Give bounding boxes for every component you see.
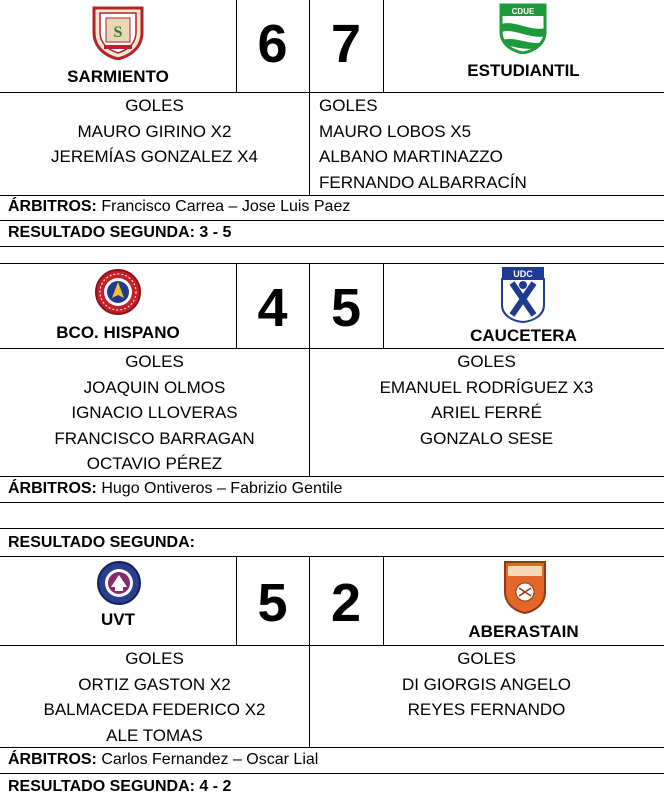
second-division-result: RESULTADO SEGUNDA: 3 - 5	[8, 224, 232, 241]
caucetera-crest-icon	[500, 265, 546, 323]
home-goals	[0, 93, 309, 170]
away-score: 5	[330, 278, 362, 338]
goals-label: GOLES	[457, 352, 516, 371]
referees-row	[0, 749, 664, 771]
away-goals	[309, 646, 664, 723]
scorer: ALE TOMAS	[106, 725, 203, 745]
away-team-name: ABERASTAIN	[468, 622, 579, 641]
scorer: MAURO GIRINO X2	[77, 121, 232, 141]
svg-text:S: S	[113, 24, 123, 41]
estudiantil-crest-text: CDUE	[511, 7, 535, 16]
away-score: 2	[330, 573, 362, 633]
goals-label: GOLES	[125, 352, 184, 371]
goals-label: GOLES	[125, 649, 184, 668]
home-goals	[0, 349, 309, 477]
referees-row	[0, 478, 664, 500]
goals-label: GOLES	[457, 649, 516, 668]
goals-label: GOLES	[125, 96, 184, 115]
scorer: ALBANO MARTINAZZO	[319, 147, 503, 166]
home-team-name: UVT	[101, 610, 135, 629]
home-score: 5	[257, 573, 288, 633]
referees-label: ÁRBITROS:	[8, 198, 97, 215]
aberastain-crest-icon	[503, 560, 547, 614]
home-score: 6	[257, 14, 288, 74]
scorer: FERNANDO ALBARRACÍN	[319, 172, 527, 192]
second-division-result: RESULTADO SEGUNDA:	[8, 534, 195, 551]
scorer: MAURO LOBOS X5	[319, 121, 472, 141]
uvt-crest-icon	[96, 560, 142, 606]
away-goals	[319, 93, 659, 195]
away-score: 7	[330, 14, 362, 74]
referees-label: ÁRBITROS:	[8, 751, 97, 768]
banco-hispano-crest-icon	[94, 268, 142, 316]
referees-names: Francisco Carrea – Jose Luis Paez	[101, 198, 351, 215]
scorer: JOAQUIN OLMOS	[83, 377, 226, 397]
goals-label: GOLES	[319, 96, 378, 115]
home-team-name: SARMIENTO	[67, 67, 169, 86]
estudiantil-crest-icon	[498, 2, 548, 54]
away-team-name: ESTUDIANTIL	[467, 61, 580, 80]
referees-names: Carlos Fernandez – Oscar Lial	[101, 751, 319, 768]
home-team-name: BCO. HISPANO	[56, 323, 180, 342]
scorer: JEREMÍAS GONZALEZ X4	[51, 147, 258, 166]
away-goals	[309, 349, 664, 451]
second-division-result: RESULTADO SEGUNDA: 4 - 2	[8, 778, 232, 795]
scorer: IGNACIO LLOVERAS	[71, 403, 238, 422]
home-score: 4	[257, 278, 288, 338]
away-team-name: CAUCETERA	[470, 326, 577, 345]
referees-row	[0, 196, 664, 218]
scorer: FRANCISCO BARRAGAN	[54, 428, 255, 448]
scorer: REYES FERNANDO	[407, 700, 566, 719]
scorer: GONZALO SESE	[419, 428, 554, 448]
scorer: OCTAVIO PÉREZ	[86, 454, 223, 473]
sarmiento-crest-icon	[90, 4, 146, 60]
caucetera-crest-text: UDC	[513, 269, 533, 279]
scorer: BALMACEDA FEDERICO X2	[43, 700, 266, 719]
referees-names: Hugo Ontiveros – Fabrizio Gentile	[101, 480, 343, 497]
scorer: EMANUEL RODRÍGUEZ X3	[379, 377, 594, 397]
home-goals	[0, 646, 309, 748]
scorer: DI GIORGIS ANGELO	[401, 674, 572, 694]
scorer: ARIEL FERRÉ	[431, 403, 542, 422]
referees-label: ÁRBITROS:	[8, 480, 97, 497]
scorer: ORTIZ GASTON X2	[78, 674, 231, 694]
